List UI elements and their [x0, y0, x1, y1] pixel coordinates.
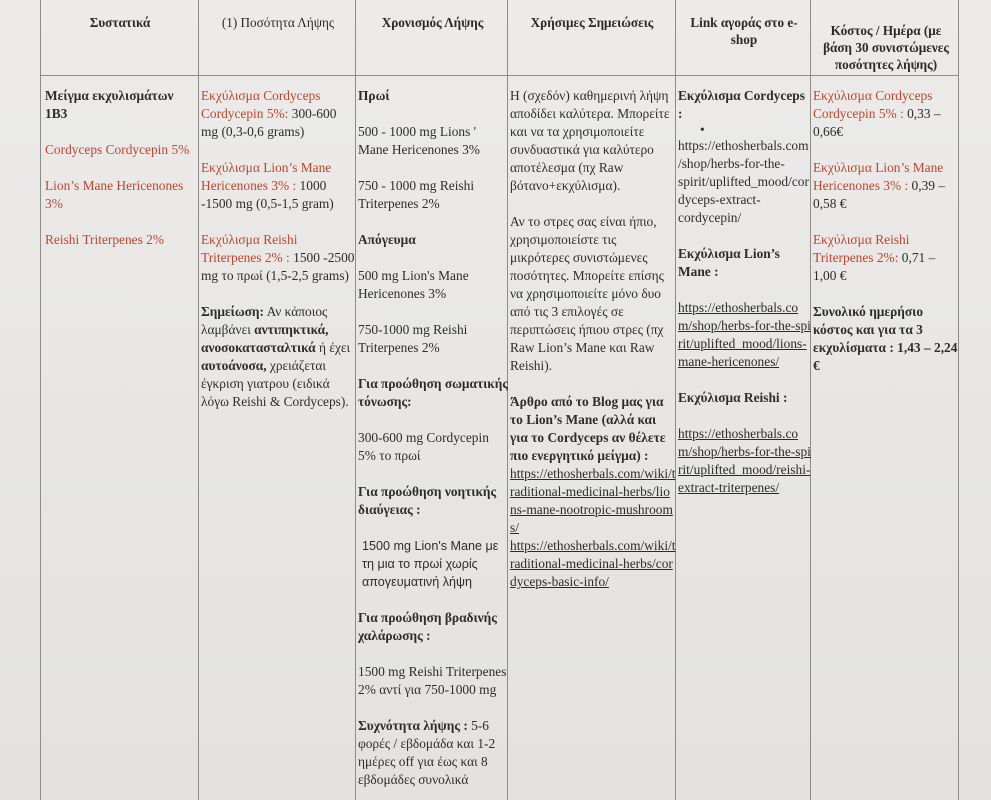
- cost-total: Συνολικό ημερήσιο κόστος και για τα 3 εκχυλίσματα : 1,43 – 2,24 €: [813, 304, 958, 373]
- timing-physical-label: Για προώθηση σωματικής τόνωσης:: [358, 376, 508, 409]
- ingredient-cordyceps: Cordyceps Cordycepin 5%: [45, 142, 190, 157]
- timing-physical-dose: 300-600 mg Cordycepin 5% το πρωί: [358, 430, 489, 463]
- shop-reishi-label: Εκχύλισμα Reishi :: [678, 390, 788, 405]
- dosage-cell: [201, 87, 355, 429]
- table-border-left: [40, 0, 41, 800]
- timing-relax-label: Για προώθηση βραδινής χαλάρωσης :: [358, 610, 497, 643]
- dosage-lions-mane: Εκχύλισμα Lion’s Mane Hericenones 3% : 1000 -1500 mg (0,5-1,5 gram): [201, 160, 334, 211]
- timing-cell: [358, 87, 508, 789]
- bullet-dot-icon: •: [700, 122, 705, 137]
- eshop-links-cell: [678, 87, 811, 497]
- header-useful-notes: Χρήσιμες Σημειώσεις: [530, 15, 654, 30]
- shop-lions-link[interactable]: https://ethosherbals.com/shop/herbs-for-the-spirit/uplifted_mood/lions-mane-hericenones/: [678, 300, 811, 369]
- header-eshop-link: Link αγοράς στο e-shop: [690, 15, 798, 47]
- header-dosage: (1) Ποσότητα Λήψης: [221, 15, 335, 30]
- blog-link-cordyceps[interactable]: https://ethosherbals.com/wiki/traditional-medicinal-herbs/cordyceps-basic-info/: [510, 538, 676, 589]
- blend-name: Μείγμα εκχυλισμάτων 1B3: [45, 88, 174, 121]
- timing-afternoon-lions: 500 mg Lion's Mane Hericenones 3%: [358, 268, 469, 301]
- cost-reishi: Εκχύλισμα Reishi Triterpenes 2%: 0,71 – 1,00 €: [813, 232, 936, 283]
- cost-lions-mane: Εκχύλισμα Lion’s Mane Hericenones 3% : 0,39 – 0,58 €: [813, 160, 946, 211]
- dosage-warning-note: Σημείωση: Αν κάποιος λαμβάνει αντιπηκτικά, ανοσοκατασταλτικά ή έχει αυτοάνοσα, χρειάζεται έγκριση γιατρου (ειδικά λόγω Reishi & Cordyceps).: [201, 304, 351, 409]
- cost-cordyceps: Εκχύλισμα Cordyceps Cordycepin 5% : 0,33 – 0,66€: [813, 88, 941, 139]
- header-ingredients: Συστατικά: [89, 15, 151, 30]
- timing-morning-lions: 500 - 1000 mg Lions ' Mane Hericenones 3%: [358, 124, 480, 157]
- notes-blog-article: Άρθρο από το Blog μας για το Lion’s Mane (αλλά και για το Cordyceps αν θέλετε πιο ενεργητικό μείγμα) :: [510, 394, 666, 463]
- shop-cordyceps-label: Εκχύλισμα Cordyceps :: [678, 88, 805, 121]
- header-cost-per-day: Κόστος / Ημέρα (με βάση 30 συνιστώμενες ποσότητες λήψης): [823, 23, 949, 72]
- column-divider: [198, 0, 199, 800]
- dosage-reishi: Εκχύλισμα Reishi Triterpenes 2% : 1500 -2500 mg το πρωί (1,5-2,5 grams): [201, 232, 355, 283]
- timing-afternoon-label: Απόγευμα: [358, 232, 416, 247]
- notes-stress: Αν το στρες σας είναι ήπιο, χρησιμοποιείστε τις μικρότερες συνιστώμενες ποσότητες. Μπορείτε επίσης να χρησιμοποιείτε μόνο δυο από τις 3 επιλογές σε περιπτώσεις ήπιου στρες (πχ Raw Lion’s Mane και Raw Reishi).: [510, 214, 664, 373]
- ingredients-cell: [45, 87, 197, 267]
- dosage-cordyceps: Εκχύλισμα Cordyceps Cordycepin 5%: 300-600 mg (0,3-0,6 grams): [201, 88, 337, 139]
- notes-daily-use: Η (σχεδόν) καθημερινή λήψη αποδίδει καλύτερα. Μπορείτε και να τα χρησιμοποιείτε συνδυαστικά για καλύτερο αποτέλεσμα (πχ Raw βότανο+εκχύλισμα).: [510, 88, 670, 193]
- blog-link-lions-mane[interactable]: https://ethosherbals.com/wiki/traditional-medicinal-herbs/lions-mane-nootropic-mushrooms/: [510, 466, 676, 535]
- shop-cordyceps-url: https://ethosherbals.com/shop/herbs-for-the-spirit/uplifted_mood/cordyceps-extract-cordycepin/: [678, 138, 809, 225]
- header-row-divider: [40, 75, 959, 76]
- timing-morning-reishi: 750 - 1000 mg Reishi Triterpenes 2%: [358, 178, 475, 211]
- timing-afternoon-reishi: 750-1000 mg Reishi Triterpenes 2%: [358, 322, 468, 355]
- timing-morning-label: Πρωί: [358, 88, 390, 103]
- ingredient-reishi: Reishi Triterpenes 2%: [45, 232, 165, 247]
- cost-cell: [813, 87, 958, 393]
- timing-mental-label: Για προώθηση νοητικής διαύγειας :: [358, 484, 497, 517]
- timing-mental-dose: 1500 mg Lion's Mane με τη μια το πρωί χωρίς απογευματινή λήψη: [362, 539, 499, 589]
- ingredient-lions-mane: Lion’s Mane Hericenones 3%: [45, 178, 184, 211]
- table-border-right: [958, 0, 959, 800]
- notes-cell: [510, 87, 676, 591]
- header-timing: Χρονισμός Λήψης: [381, 15, 484, 30]
- column-divider: [355, 0, 356, 800]
- timing-relax-dose: 1500 mg Reishi Triterpenes 2% αντί για 750-1000 mg: [358, 664, 507, 697]
- timing-frequency: Συχνότητα λήψης : 5-6 φορές / εβδομάδα και 1-2 ημέρες off για έως και 8 εβδομάδες συνολικά: [358, 718, 496, 787]
- shop-lions-label: Εκχύλισμα Lion’s Mane :: [678, 246, 780, 279]
- shop-reishi-link[interactable]: https://ethosherbals.com/shop/herbs-for-the-spirit/uplifted_mood/reishi-extract-triterpenes/: [678, 426, 811, 495]
